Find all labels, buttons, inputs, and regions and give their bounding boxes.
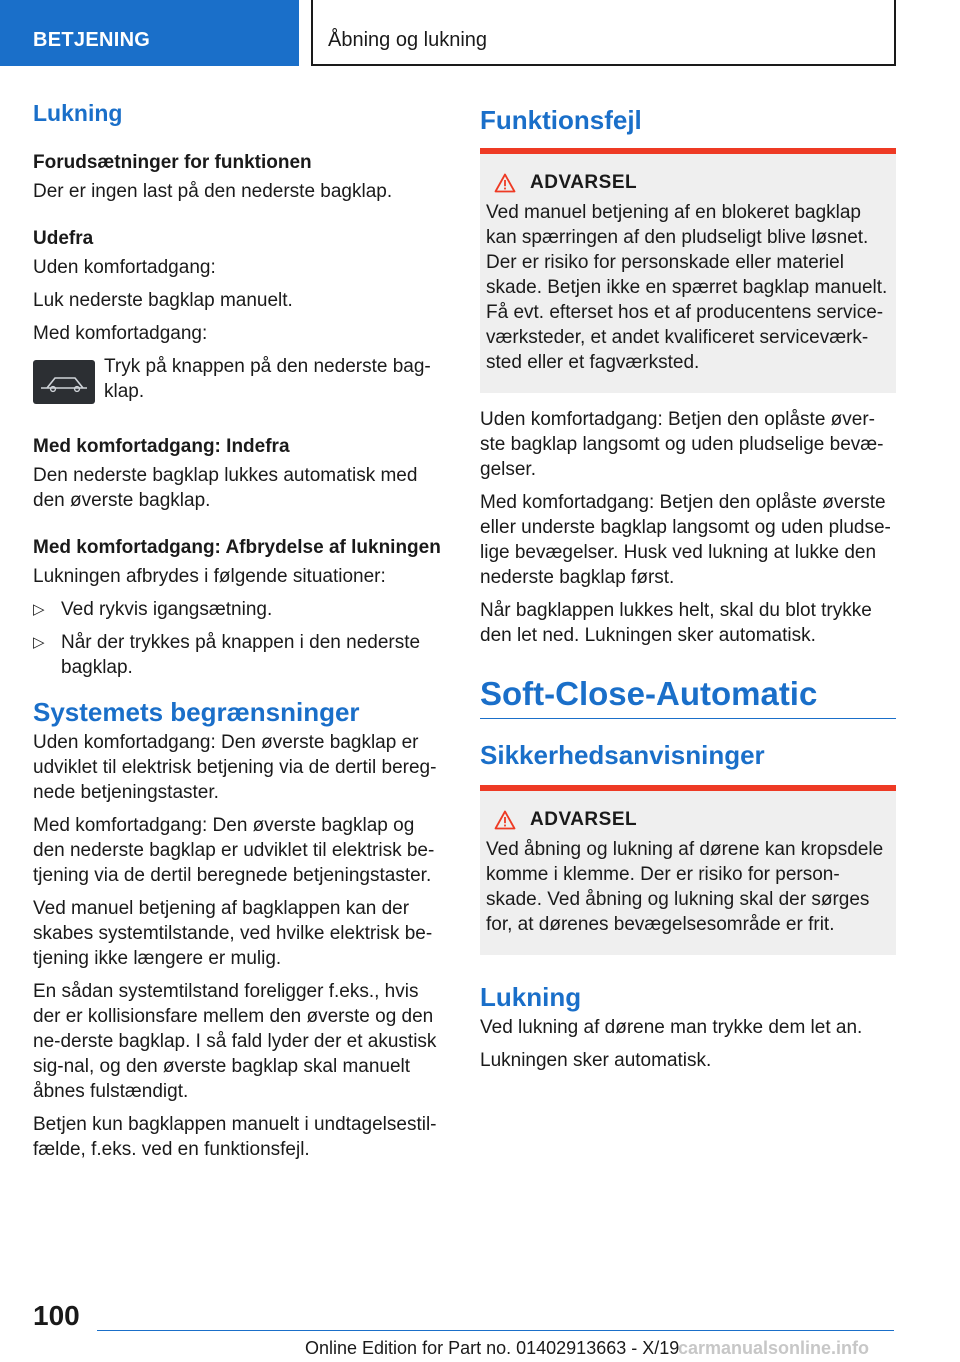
warning-box-funktionsfejl	[480, 148, 896, 393]
heading-forudsaetninger: Forudsætninger for funktionen	[33, 152, 312, 173]
text-lukkes-auto: Den nederste bagklap lukkes automatisk med den øverste bagklap.	[33, 465, 418, 511]
text-luk-manuelt: Luk nederste bagklap manuelt.	[33, 290, 293, 311]
text-r1: Uden komfortadgang: Betjen den oplåste øver-ste bagklap langsomt og uden pludselige bevæ-gelser.	[480, 409, 884, 480]
warning-title: ADVARSEL	[530, 172, 638, 193]
warning-title-row	[494, 809, 888, 831]
heading-softclose: Soft-Close-Automatic	[480, 674, 896, 719]
chapter-header	[311, 0, 896, 66]
chapter-title: Åbning og lukning	[328, 29, 488, 51]
left-column	[33, 98, 451, 1170]
page-number: 100	[33, 1300, 80, 1331]
list-item: ▷ Når der trykkes på knappen i den nederste bagklap.	[33, 632, 421, 678]
text-r2: Med komfortadgang: Betjen den oplåste øverste eller underste bagklap langsomt og uden pludse-lige bevægelser. Husk ved lukning at lukke den nederste bagklap først.	[480, 492, 891, 588]
right-column	[480, 98, 896, 1081]
heading-afbrydelse: Med komfortadgang: Afbrydelse af lukningen	[33, 537, 441, 558]
heading-systemets: Systemets begrænsninger	[33, 697, 360, 727]
text-ingen-last: Der er ingen last på den nederste bagklap.	[33, 181, 393, 202]
instruction-tailgate-button	[33, 354, 451, 404]
warning-box-sikkerhed	[480, 785, 896, 955]
text-r5: Lukningen sker automatisk.	[480, 1050, 712, 1071]
edition-footer: Online Edition for Part no. 01402913663 - X/19	[305, 1338, 680, 1358]
warning-text: Ved manuel betjening af en blokeret bagklap kan spærringen af den pludseligt blive løsnet. Der er risiko for personskade eller materiel skade. Betjen ikke en spærret bagklap manuelt. Få evt. efterset hos et af producentens service-værksteder, et andet kvalificeret serviceværk-sted eller et fagværksted.	[486, 202, 888, 373]
heading-lukning-2: Lukning	[480, 982, 582, 1012]
text-sys-2: Med komfortadgang: Den øverste bagklap og den nederste bagklap er udviklet til elektrisk be-tjening via de dertil beregnede betjeningstaster.	[33, 815, 435, 886]
text-sys-5: Betjen kun bagklappen manuelt i undtagelsestil-fælde, f.eks. ved en funktionsfejl.	[33, 1114, 437, 1160]
text-r4: Ved lukning af dørene man trykke dem let an.	[480, 1017, 863, 1038]
heading-lukning: Lukning	[33, 100, 123, 126]
text-med-komfort: Med komfortadgang:	[33, 323, 208, 344]
warning-triangle-icon	[494, 173, 516, 193]
heading-udefra: Udefra	[33, 228, 94, 249]
section-tab	[0, 0, 299, 66]
triangle-bullet-icon: ▷	[33, 601, 45, 618]
heading-indefra: Med komfortadgang: Indefra	[33, 436, 290, 457]
text-afbrydes: Lukningen afbrydes i følgende situationer:	[33, 566, 386, 587]
text-sys-3: Ved manuel betjening af bagklappen kan der skabes systemtilstande, ved hvilke elektrisk be-tjening ikke længere er mulig.	[33, 898, 433, 969]
tailgate-button-icon	[33, 360, 95, 404]
warning-triangle-icon	[494, 810, 516, 830]
watermark: carmanualsonline.info	[678, 1338, 870, 1358]
text-tryk-knappen: Tryk på knappen på den nederste bag-klap.	[104, 356, 431, 402]
warning-title: ADVARSEL	[530, 809, 638, 830]
section-title: BETJENING	[33, 29, 151, 51]
warning-title-row	[494, 172, 888, 194]
warning-text: Ved åbning og lukning af dørene kan kropsdele komme i klemme. Der er risiko for person-skade. Ved åbning og lukning skal der sørges for, at dørenes bevægelsesområde er frit.	[486, 839, 884, 935]
text-r3: Når bagklappen lukkes helt, skal du blot trykke den let ned. Lukningen sker automatisk.	[480, 600, 872, 646]
footer-rule	[97, 1330, 894, 1331]
text-sys-4: En sådan systemtilstand foreligger f.eks., hvis der er kollisionsfare mellem den øverste og den ne-derste bagklap. I så fald lyder der et akustisk sig-nal, og den øverste bagklap skal manuelt åbnes fulstændigt.	[33, 981, 437, 1102]
text-uden-komfort: Uden komfortadgang:	[33, 257, 216, 278]
interruption-list	[33, 597, 451, 680]
heading-sikkerhed: Sikkerhedsanvisninger	[480, 740, 765, 770]
text-sys-1: Uden komfortadgang: Den øverste bagklap er udviklet til elektrisk betjening via de dertil bereg-nede betjeningstaster.	[33, 732, 437, 803]
heading-funktionsfejl: Funktionsfejl	[480, 105, 642, 135]
list-item: ▷ Ved rykvis igangsætning.	[33, 599, 273, 620]
triangle-bullet-icon: ▷	[33, 634, 45, 651]
